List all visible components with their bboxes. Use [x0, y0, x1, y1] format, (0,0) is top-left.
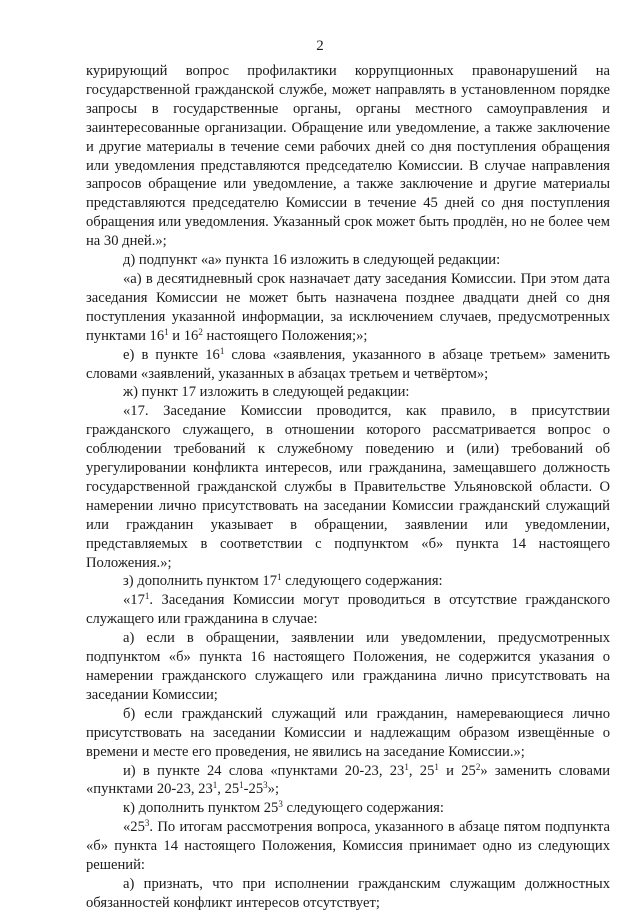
paragraph-sub-a: а) если в обращении, заявлении или уведомлении, предусмотренных подпунктом «б» пункта 16 настоящего Положения, не содержится указания о намерении гражданского служащего или гражданина лично присутствовать на заседании Комиссии;: [86, 630, 610, 703]
superscript-index: 1: [219, 345, 225, 356]
superscript-index: 1: [404, 761, 409, 772]
paragraph-quote-17-1: «$17^1$. Заседания Комиссии могут проводиться в отсутствие гражданского служащего или гражданина в случае:: [86, 591, 610, 628]
superscript-index: 1: [144, 591, 150, 602]
paragraph-quote-17: «17. Заседание Комиссии проводится, как правило, в присутствии гражданского служащего, в отношении которого рассматривается вопрос о соблюдении требований к служебному поведению и (или) требований об урегулировании конфликта интересов, или гражданина, замещавшего должность государственной гражданской службы в Правительстве Ульяновской области. О намерении лично присутствовать на заседании Комиссии гражданский служащий или гражданин указывает в обращении, заявлении или уведомлении, представляемых в соответствии с подпунктом «б» пункта 14 настоящего Положения.»;: [86, 403, 610, 571]
superscript-index: 3: [144, 818, 150, 829]
paragraph-item-k: к) дополнить пунктом $25^3$ следующего содержания:: [123, 799, 444, 817]
paragraph-continuation: курирующий вопрос профилактики коррупционных правонарушений на государственной гражданской службе, может направлять в установленном порядке запросы в государственные органы, органы местного самоуправления и заинтересованные организации. Обращение или уведомление, а также заключение и другие материалы в течение семи рабочих дней со дня поступления обращения или уведомления представляются председателю Комиссии. В случае направления запросов обращение или уведомление, а также заключение и другие материалы представляются председателю Комиссии в течение 45 дней со дня поступления обращения или уведомления. Указанный срок может быть продлён, но не более чем на 30 дней.»;: [86, 63, 610, 250]
paragraph-sub-b: б) если гражданский служащий или гражданин, намеревающиеся лично присутствовать на заседании Комиссии и надлежащим образом извещённые о времени и месте его проведения, не явились на заседание Комиссии.»;: [86, 705, 610, 760]
paragraph-item-d: д) подпункт «а» пункта 16 изложить в следующей редакции:: [123, 252, 501, 269]
page-number: 2: [316, 38, 324, 54]
paragraph-item-e: е) в пункте $16^1$ слова «заявления, указанного в абзаце третьем» заменить словами «заявлений, указанных в абзацах третьем и четвёртом»;: [86, 345, 610, 382]
paragraph-item-i: и) в пункте 24 слова «пунктами 20-23, $23^1$, $25^1$ и $25^2$» заменить словами «пунктами 20-23, $23^1$, $25^1-25^3$»;: [86, 761, 611, 798]
superscript-index: 1: [239, 780, 244, 791]
paragraph-decision-a: а) признать, что при исполнении гражданским служащим должностных обязанностей конфликт интересов отсутствует;: [86, 875, 610, 911]
paragraph-item-z: з) дополнить пунктом $17^1$ следующего содержания:: [123, 572, 443, 590]
paragraph-item-zh: ж) пункт 17 изложить в следующей редакции:: [123, 384, 410, 401]
superscript-index: 2: [198, 326, 203, 337]
superscript-index: 1: [212, 780, 218, 791]
superscript-index: 1: [277, 572, 282, 583]
superscript-index: 1: [164, 326, 169, 337]
paragraph-quote-a: «а) в десятидневный срок назначает дату заседания Комиссии. При этом дата заседания Комиссии не может быть назначена позднее двадцати дней со дня поступления указанной информации, за исключением случаев, предусмотренных пунктами $16^1$ и $16^2$ настоящего Положения;»;: [86, 270, 610, 344]
superscript-index: 1: [434, 761, 439, 772]
paragraph-quote-25-3: «$25^3$. По итогам рассмотрения вопроса, указанного в абзаце пятом подпункта «б» пункта 14 настоящего Положения, Комиссия принимает одно из следующих решений:: [86, 818, 610, 874]
superscript-index: 3: [278, 799, 283, 810]
superscript-index: 3: [263, 780, 268, 791]
document-body: [86, 62, 610, 913]
superscript-index: 2: [475, 761, 481, 772]
